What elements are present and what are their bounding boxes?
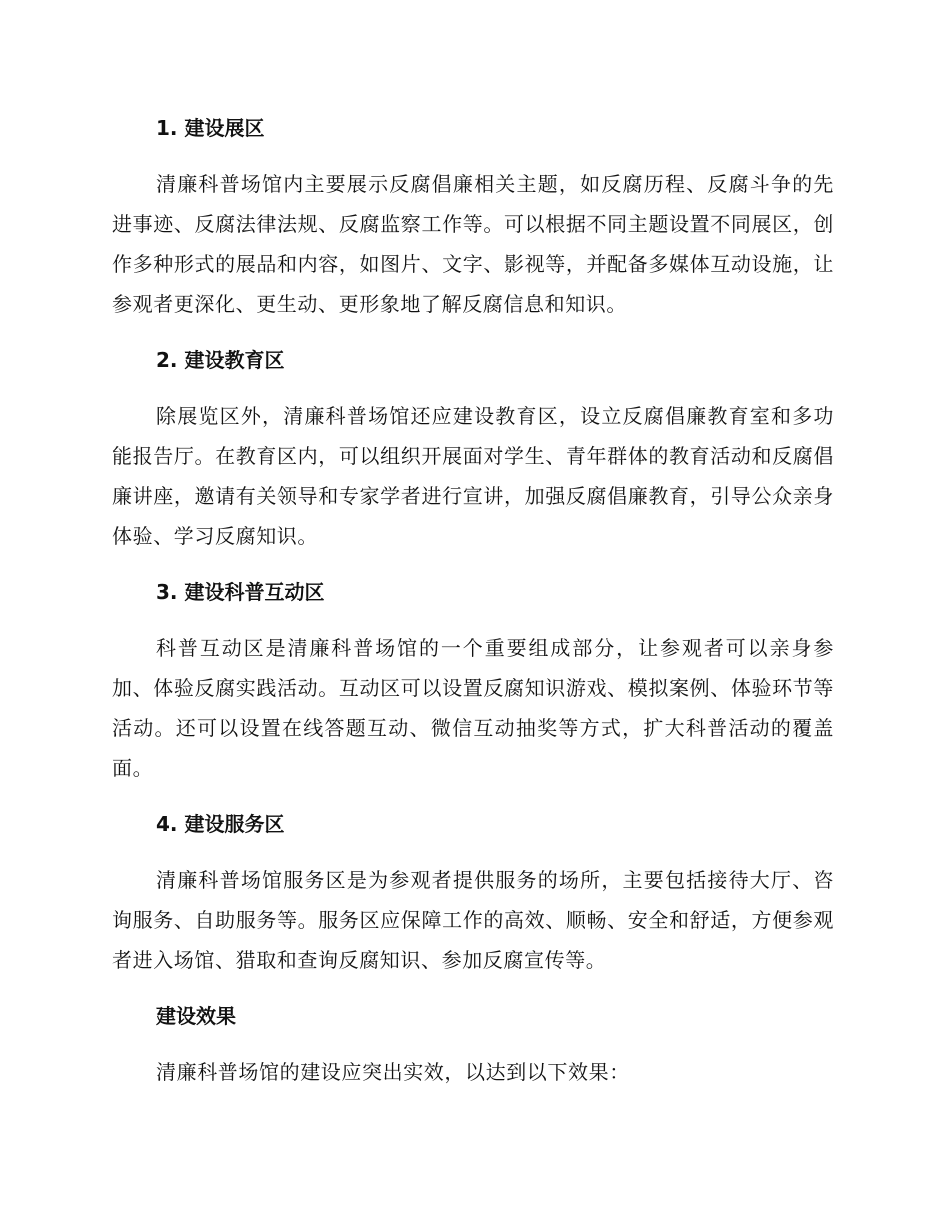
section-paragraph-service: 清廉科普场馆服务区是为参观者提供服务的场所，主要包括接待大厅、咨询服务、自助服务等。服务区应保障工作的高效、顺畅、安全和舒适，方便参观者进入场馆、猎取和查询反腐知识、参加反腐宣传等。	[112, 868, 834, 972]
section-paragraph-education: 除展览区外，清廉科普场馆还应建设教育区，设立反腐倡廉教育室和多功能报告厅。在教育区内，可以组织开展面对学生、青年群体的教育活动和反腐倡廉讲座，邀请有关领导和专家学者进行宣讲，加强反腐倡廉教育，引导公众亲身体验、学习反腐知识。	[112, 404, 834, 548]
section-heading-service: 4. 建设服务区	[156, 812, 285, 836]
section-paragraph-results: 清廉科普场馆的建设应突出实效，以达到以下效果：	[156, 1060, 630, 1084]
document-page	[112, 108, 834, 1092]
section-heading-education: 2. 建设教育区	[156, 348, 285, 372]
section-heading-interactive: 3. 建设科普互动区	[156, 580, 325, 604]
section-heading-exhibition: 1. 建设展区	[156, 116, 265, 140]
section-heading-results: 建设效果	[156, 1004, 236, 1028]
section-paragraph-exhibition: 清廉科普场馆内主要展示反腐倡廉相关主题，如反腐历程、反腐斗争的先进事迹、反腐法律法规、反腐监察工作等。可以根据不同主题设置不同展区，创作多种形式的展品和内容，如图片、文字、影视等，并配备多媒体互动设施，让参观者更深化、更生动、更形象地了解反腐信息和知识。	[112, 172, 834, 316]
section-paragraph-interactive: 科普互动区是清廉科普场馆的一个重要组成部分，让参观者可以亲身参加、体验反腐实践活动。互动区可以设置反腐知识游戏、模拟案例、体验环节等活动。还可以设置在线答题互动、微信互动抽奖等方式，扩大科普活动的覆盖面。	[112, 636, 834, 780]
